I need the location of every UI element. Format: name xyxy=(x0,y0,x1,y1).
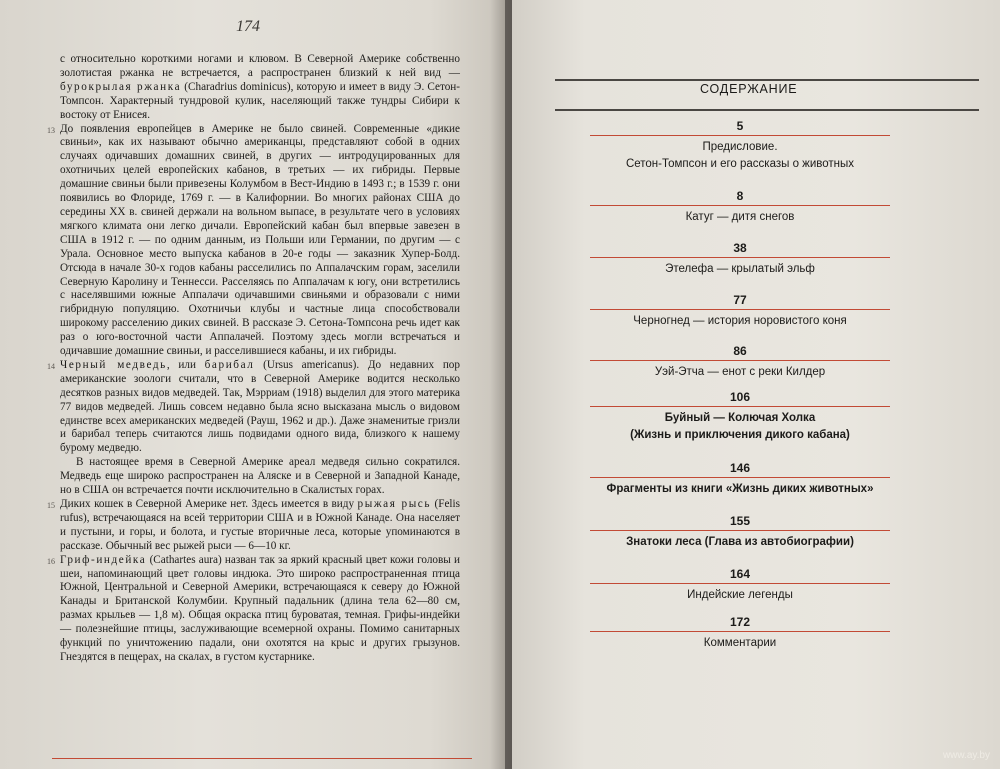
commentary-paragraph xyxy=(47,553,460,665)
toc-entry-title: Предисловие. xyxy=(702,141,778,153)
toc-page-number: 8 xyxy=(736,189,744,203)
toc-entry-title: Этелефа — крылатый эльф xyxy=(665,263,815,275)
toc-page-number: 172 xyxy=(729,615,751,629)
toc-entry-rule xyxy=(590,360,890,361)
text-run: (Charadrius dominicus), которую и имеет в виду Э. Сетон-Томпсон. Характерный тундровой кулик, населяющий также тундры Сибири к востоку от Енисея. xyxy=(60,80,461,121)
toc-entry-title: Фрагменты из книги «Жизнь диких животных» xyxy=(606,483,874,495)
toc-entry-rule xyxy=(590,309,890,310)
toc-entry-title: (Жизнь и приключения дикого кабана) xyxy=(630,429,850,441)
toc-entry-rule xyxy=(590,477,890,478)
toc-entry[interactable] xyxy=(590,292,890,330)
text-run: (Felis rufus), встречающаяся на всей территории США и в Южной Канаде. Она населяет и пустыни, и горы, и болота, и густые вторичные леса, которые упоминаются в рассказе. Обычный вес рыжей рыси — 6—10 кг. xyxy=(60,498,460,552)
text-run: (Ursus americanus). До недавних пор американские зоологи считали, что в Северной Америке водится несколько десятков разных видов медведей. Так, Мэрриам (1918) выделил для этого материка 77 видов медведей. Лишь совсем недавно была ясно высказана мысль о видовом единстве всех американских медведей (Рауш, 1962 и др.). Даже знаменитые гризли и барибал теперь считаются лишь подвидами одного вида, близкого к нашему бурому медведю. xyxy=(60,358,460,455)
toc-entry[interactable] xyxy=(590,460,890,498)
page-number: 174 xyxy=(236,18,260,35)
text-run: , или xyxy=(166,358,205,371)
toc-page-number: 77 xyxy=(733,293,747,307)
toc-page-number: 164 xyxy=(729,567,751,581)
spaced-term: Черный медведь xyxy=(60,358,167,371)
toc-entry[interactable] xyxy=(590,188,890,226)
toc-entry-rule xyxy=(590,530,890,531)
commentary-text xyxy=(47,53,461,665)
toc-entry-rule xyxy=(590,631,890,632)
toc-entry-rule xyxy=(590,135,890,136)
toc-entry-title: Комментарии xyxy=(703,637,777,649)
toc-page-number: 146 xyxy=(729,461,751,475)
text-run: В настоящее время в Северной Америке ареал медведя сильно сократился. Медведь еще широко распространен на Аляске и в Северной и Западной Канаде, но в США он встречается почти исключительно в Скалистых горах. xyxy=(60,456,460,497)
toc-page-number: 155 xyxy=(729,514,751,528)
spaced-term: Гриф-индейка xyxy=(60,553,147,566)
toc-entry-rule xyxy=(590,257,890,258)
toc-page-number: 38 xyxy=(733,241,747,255)
commentary-paragraph xyxy=(60,456,460,498)
toc-entry-rule xyxy=(590,583,890,584)
toc-entry-rule xyxy=(590,205,890,206)
toc-entry-title: Знатоки леса (Глава из автобиографии) xyxy=(626,536,854,548)
toc-entry-title: Индейские легенды xyxy=(687,589,793,601)
toc-entry-title: Буйный — Колючая Холка xyxy=(664,412,816,424)
note-number: 16 xyxy=(47,556,55,566)
toc-entry[interactable] xyxy=(590,343,890,381)
toc-entry-rule xyxy=(590,406,890,407)
commentary-paragraph xyxy=(47,498,460,554)
commentary-paragraph xyxy=(60,53,460,123)
bottom-rule xyxy=(52,758,472,759)
commentary-paragraph xyxy=(47,358,460,456)
toc-entry[interactable] xyxy=(590,513,890,551)
text-run: (Cathartes aura) назван так за яркий красный цвет кожи головы и шеи, напоминающий цвет головы индюка. Это широко распространенная птица Южной, Центральной и Северной Америки, встречающаяся к северу до Южной Канады и Британской Колумбии. Крупный падальник (длина тела 62—80 см, размах крыльев — 1,8 м). Общая окраска птиц буроватая, темная. Грифы-индейки — полезнейшие птицы, заслуживающие всемерной охраны. Помимо санитарных функций по уничтожению падали, они охотятся на крыс и других грызунов. Гнездятся в пещерах, на скалах, в густом кустарнике. xyxy=(60,553,460,663)
toc-entry-title: Сетон-Томпсон и его рассказы о животных xyxy=(625,158,855,170)
toc-title: СОДЕРЖАНИЕ xyxy=(700,82,798,96)
toc-entry-title: Катуг — дитя снегов xyxy=(685,211,795,223)
toc-entry[interactable] xyxy=(590,118,890,173)
toc-entry-title: Черногнед — история норовистого коня xyxy=(633,315,847,327)
toc-entry[interactable] xyxy=(590,389,890,444)
toc-bottom-rule xyxy=(555,109,979,111)
note-number: 14 xyxy=(47,361,55,371)
spaced-term: барибал xyxy=(204,358,255,371)
toc-entry[interactable] xyxy=(590,240,890,278)
toc-entry-title: Уэй-Этча — енот с реки Килдер xyxy=(654,366,826,378)
toc-page-number: 5 xyxy=(736,119,744,133)
toc-entry[interactable] xyxy=(590,566,890,604)
note-number: 13 xyxy=(47,125,55,135)
right-page xyxy=(512,0,1000,769)
toc-page-number: 86 xyxy=(733,344,747,358)
text-run: с относительно короткими ногами и клювом. В Северной Америке собственно золотистая ржанка не встречается, а распространен близкий к ней вид — xyxy=(60,53,460,79)
commentary-paragraph xyxy=(47,122,460,359)
text-run: Диких кошек в Северной Америке нет. Здесь имеется в виду xyxy=(60,498,358,510)
note-number: 15 xyxy=(47,501,55,510)
spaced-term: рыжая рысь xyxy=(357,498,432,510)
spaced-term: бурокрылая ржанка xyxy=(60,80,182,93)
watermark: www.ay.by xyxy=(942,750,990,761)
toc-entry[interactable] xyxy=(590,614,890,652)
text-run: До появления европейцев в Америке не было свиней. Современные «дикие свиньи», как их называют обычно американцы, представляют собой в одних случаях одичавших домашних свиней, в других — интродуцированных для охотничьих целей европейских кабанов, в третьих — их гибриды. Первые домашние свиньи были привезены Колумбом в Вест-Индию в 1493 г.; в 1539 г. они появились во Флориде, 1769 г. — в Калифорнии. Во многих районах США до середины XX в. свиней держали на вольном выпасе, в результате чего в условиях мягкого климата они легко дичали. Европейский кабан был впервые завезен в США в 1912 г. — по одним данным, из Польши или Германии, по другим — с Урала. Основное место выпуска кабанов в 20-е годы — заказник Хупер-Болд. Отсюда в начале 30-х годов кабаны расселились по Аппалачским горам, заселили Северную Каролину и Теннесси. Расселяясь по Аппалачам к югу, они встретились с населявшими южные Аппалачи одичавшими свиньями и образовали с ними гибридную популяцию. Охотничьи клубы и частные лица способствовали широкому расселению диких свиней. В рассказе Э. Сетона-Томпсона речь идет как раз о юго-восточной части Аппалачей. Поэтому здесь могли встречаться и одичавшие домашние свиньи, и расселившиеся кабаны, и их гибриды. xyxy=(60,122,460,358)
toc-page-number: 106 xyxy=(729,390,751,404)
toc-top-rule xyxy=(555,79,979,81)
